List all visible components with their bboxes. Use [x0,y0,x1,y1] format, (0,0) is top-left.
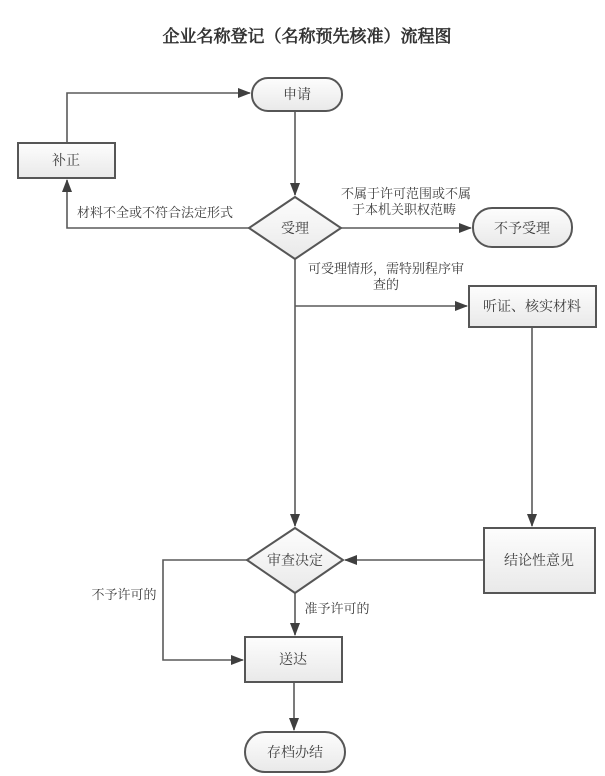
edge-decision-to-delivery-denied [163,560,247,660]
edge-label-out-of-scope-line2: 于本机关职权范畴 [351,202,457,217]
node-decision-label: 审查决定 [267,554,323,569]
node-archive [245,732,345,772]
node-apply-label: 申请 [283,88,311,103]
node-hearing [469,286,596,327]
edge-label-out-of-scope-line1: 不属于许可范围或不属 [340,186,472,201]
node-acceptance [249,197,341,259]
node-conclusion [484,528,595,593]
node-decision [247,528,343,593]
node-acceptance-label: 受理 [281,222,309,237]
node-correction-label: 补正 [52,154,80,169]
node-correction [18,143,115,178]
page-title: 企业名称登记（名称预先核准）流程图 [162,27,452,46]
edge-label-not-permitted: 不予许可的 [91,587,157,602]
edge-label-special-review-line1: 可受理情形，需特别程序审 [307,261,465,276]
edge-acceptance-to-correction [67,180,249,228]
edge-label-incomplete-materials: 材料不全或不符合法定形式 [76,205,234,220]
node-archive-label: 存档办结 [267,746,323,761]
edge-label-special-review-line2: 查的 [372,277,400,292]
node-delivery-label: 送达 [279,653,307,668]
node-apply [252,78,342,111]
node-not-accepted-label: 不予受理 [494,222,550,237]
node-hearing-label: 听证、核实材料 [483,300,581,315]
edge-label-permitted: 准予许可的 [304,601,370,616]
node-not-accepted [473,208,572,247]
node-delivery [245,637,342,682]
node-conclusion-label: 结论性意见 [504,554,574,569]
edge-correction-to-apply [67,93,250,143]
